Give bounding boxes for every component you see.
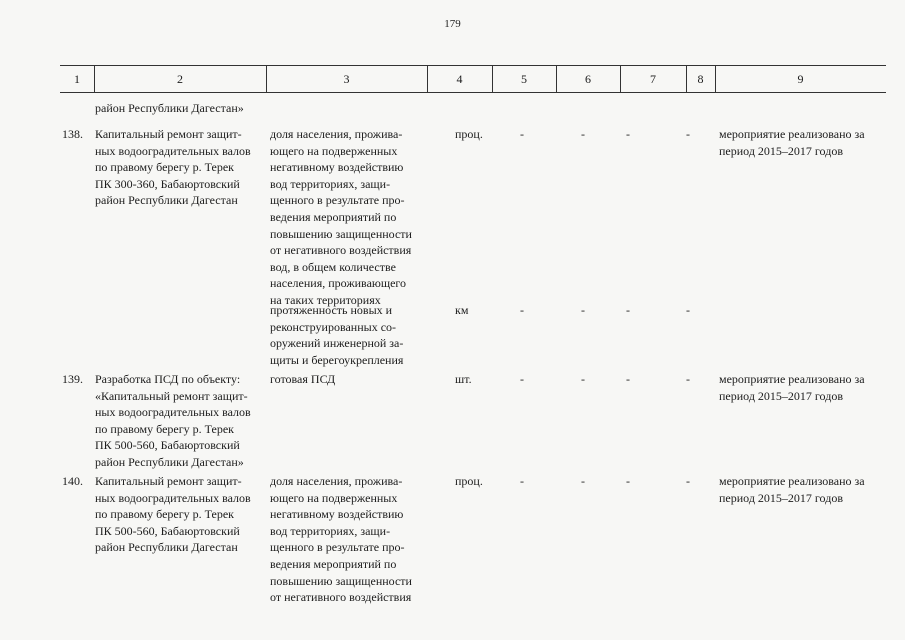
- text-line: ных водооградительных валов: [95, 405, 251, 420]
- text-line: повышению защищенности: [270, 226, 412, 241]
- text-line: реконструированных со-: [270, 319, 397, 334]
- text-line: щиты и берегоукрепления: [270, 352, 404, 367]
- indicator-value: -: [686, 372, 690, 386]
- text-line: ющего на подверженных: [270, 490, 398, 505]
- text-line: ПК 300-360, Бабаюртовский: [95, 176, 240, 191]
- column-header-5: 5: [521, 72, 527, 86]
- indicator-value: -: [626, 127, 630, 141]
- text-line: оружений инженерной за-: [270, 336, 404, 351]
- text-line: ющего на подверженных: [270, 143, 398, 158]
- indicator-value: -: [581, 474, 585, 488]
- indicator-value: -: [686, 474, 690, 488]
- indicator-value: -: [520, 127, 524, 141]
- indicator-text: [270, 126, 423, 309]
- text-line: Капитальный ремонт защит-: [95, 127, 242, 141]
- header-bottom-rule: [60, 92, 886, 93]
- text-line: период 2015–2017 годов: [719, 388, 843, 403]
- text-line: по правому берегу р. Терек: [95, 421, 234, 436]
- text-line: мероприятие реализовано за: [719, 372, 865, 386]
- text-line: район Республики Дагестан»: [95, 454, 244, 469]
- text-line: от негативного воздействия: [270, 243, 412, 258]
- indicator-note: [719, 473, 887, 506]
- row-object-name: [95, 371, 263, 471]
- indicator-unit: шт.: [455, 372, 472, 386]
- text-line: повышению защищенности: [270, 573, 412, 588]
- indicator-value: -: [520, 474, 524, 488]
- indicator-value: -: [520, 372, 524, 386]
- text-line: протяженность новых и: [270, 303, 393, 317]
- indicator-note: [719, 126, 887, 159]
- text-line: готовая ПСД: [270, 372, 336, 386]
- text-line: вод территориях, защи-: [270, 523, 391, 538]
- indicator-text: [270, 371, 423, 388]
- text-line: ных водооградительных валов: [95, 143, 251, 158]
- column-header-2: 2: [177, 72, 183, 86]
- text-line: ных водооградительных валов: [95, 490, 251, 505]
- indicator-text: [270, 473, 423, 606]
- indicator-value: -: [581, 127, 585, 141]
- text-line: ПК 500-560, Бабаюртовский: [95, 438, 240, 453]
- text-line: населения, проживающего: [270, 276, 407, 291]
- text-line: район Республики Дагестан: [95, 540, 238, 555]
- text-line: период 2015–2017 годов: [719, 143, 843, 158]
- row-number: 139.: [62, 372, 83, 386]
- indicator-value: -: [581, 303, 585, 317]
- indicator-value: -: [686, 303, 690, 317]
- indicator-unit: проц.: [455, 474, 483, 488]
- indicator-value: -: [520, 303, 524, 317]
- text-line: доля населения, прожива-: [270, 474, 403, 488]
- text-line: район Республики Дагестан: [95, 193, 238, 208]
- column-header-4: 4: [456, 72, 463, 86]
- text-line: мероприятие реализовано за: [719, 474, 865, 488]
- text-line: негативному воздействию: [270, 507, 404, 522]
- continuation-text: район Республики Дагестан»: [95, 101, 244, 115]
- page-number: 179: [444, 18, 461, 30]
- text-line: негативному воздействию: [270, 160, 404, 175]
- indicator-value: -: [686, 127, 690, 141]
- text-line: на таких территориях: [270, 292, 381, 307]
- column-header-3: 3: [343, 72, 350, 86]
- indicator-note: [719, 371, 887, 404]
- text-line: Разработка ПСД по объекту:: [95, 372, 241, 386]
- column-header-7: 7: [650, 72, 656, 86]
- text-line: доля населения, прожива-: [270, 127, 403, 141]
- column-header-1: 1: [74, 72, 80, 86]
- text-line: ведения мероприятий по: [270, 556, 397, 571]
- text-line: щенного в результате про-: [270, 193, 405, 208]
- row-number: 138.: [62, 127, 83, 141]
- text-line: мероприятие реализовано за: [719, 127, 865, 141]
- text-line: вод, в общем количестве: [270, 259, 396, 274]
- indicator-value: -: [626, 303, 630, 317]
- row-object-name: [95, 473, 263, 556]
- text-line: по правому берегу р. Терек: [95, 160, 234, 175]
- column-header-9: 9: [797, 72, 804, 86]
- indicator-value: -: [581, 372, 585, 386]
- header-top-rule: [60, 65, 886, 66]
- indicator-unit: км: [455, 303, 469, 317]
- text-line: ведения мероприятий по: [270, 209, 397, 224]
- text-line: щенного в результате про-: [270, 540, 405, 555]
- row-object-name: [95, 126, 263, 209]
- text-line: от негативного воздействия: [270, 590, 412, 605]
- indicator-text: [270, 302, 423, 368]
- text-line: по правому берегу р. Терек: [95, 507, 234, 522]
- text-line: вод территориях, защи-: [270, 176, 391, 191]
- indicator-value: -: [626, 372, 630, 386]
- text-line: период 2015–2017 годов: [719, 490, 843, 505]
- column-header-6: 6: [585, 72, 591, 86]
- text-line: «Капитальный ремонт защит-: [95, 388, 248, 403]
- indicator-value: -: [626, 474, 630, 488]
- row-number: 140.: [62, 474, 83, 488]
- column-header-8: 8: [697, 72, 704, 86]
- indicator-unit: проц.: [455, 127, 483, 141]
- text-line: ПК 500-560, Бабаюртовский: [95, 523, 240, 538]
- text-line: Капитальный ремонт защит-: [95, 474, 242, 488]
